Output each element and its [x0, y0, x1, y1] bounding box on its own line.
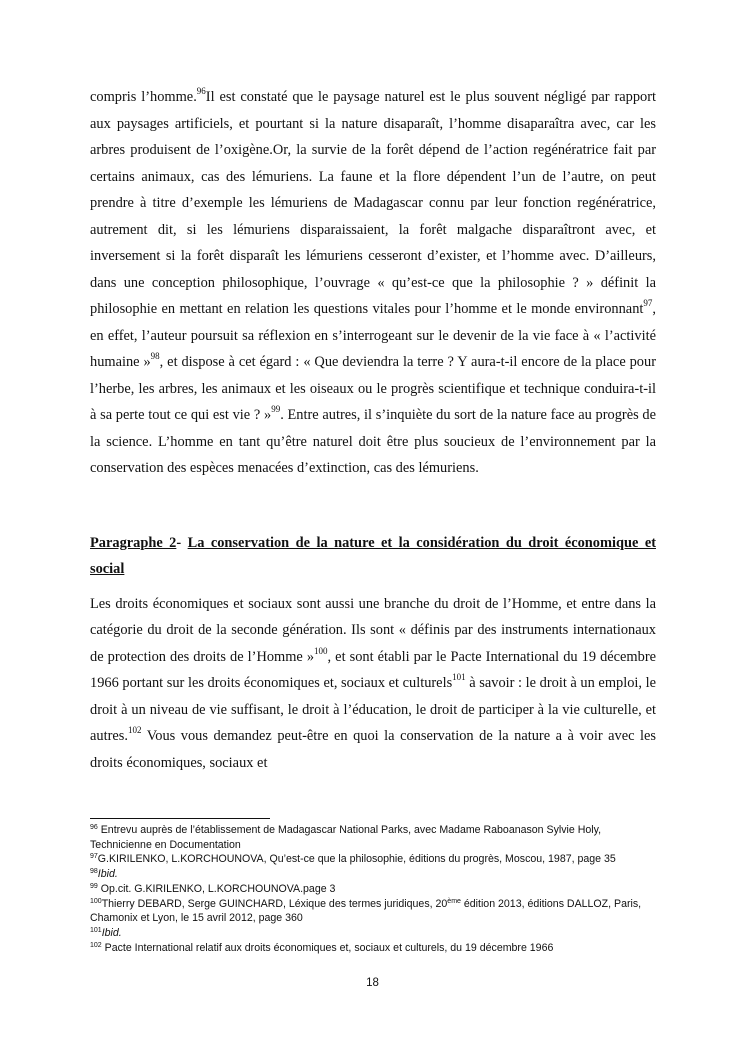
footnote-98 — [90, 867, 656, 882]
footnote-ref-102[interactable]: 102 — [127, 725, 142, 735]
footnote-number: 97 — [90, 853, 98, 861]
footnote-separator — [90, 818, 270, 819]
text-segment: à savoir : le droit à un emploi, le droit à un niveau de vie suffisant, le droit à l’éducation, le droit de participer à la vie culturelle, et autres. — [90, 675, 656, 744]
body-paragraph-2 — [90, 591, 656, 777]
footnote-ref-101[interactable]: 101 — [452, 672, 466, 682]
footnote-number: 96 — [90, 824, 98, 831]
text-segment: , en effet, l’auteur poursuit sa réflexion en s’interrogeant sur le devenir de la vie face à « l’activité humaine » — [90, 301, 656, 370]
heading-label: Paragraphe 2 — [90, 534, 177, 551]
footnote-text: Ibid. — [101, 926, 122, 939]
footnote-text: G.KIRILENKO, L.KORCHOUNOVA, Qu’est-ce que la philosophie, éditions du progrès, Moscou, 1987, page 35 — [97, 853, 616, 866]
heading-title: La conservation de la nature et la considération du droit économique et social — [90, 534, 656, 577]
body-paragraph-1 — [90, 84, 656, 482]
footnote-number: 102 — [90, 941, 102, 949]
footnotes — [90, 823, 656, 955]
section-heading — [90, 530, 656, 583]
footnote-text: Op.cit. G.KIRILENKO, L.KORCHOUNOVA.page 3 — [97, 882, 336, 895]
ordinal-superscript: ème — [447, 897, 461, 905]
footnote-text: Pacte International relatif aux droits économiques et, sociaux et culturels, du 19 décembre 1966 — [101, 941, 554, 954]
footnote-99 — [90, 882, 656, 897]
text-segment: . Entre autres, il s’inquiète du sort de la nature face au progrès de la science. L’homme en tant qu’être naturel doit être plus soucieux de l’environnement par la conservation des espèces menacées d’extinction, cas des lémuriens. — [90, 407, 656, 476]
footnote-text: Thierry DEBARD, Serge GUINCHARD, Léxique des termes juridiques, 20 — [101, 897, 448, 910]
footnote-text: Entrevu auprès de l’établissement de Madagascar National Parks, avec Madame Raboanason Sylvie Holy, Technicienne en Documentation — [90, 824, 602, 851]
text-segment: , et dispose à cet égard : « Que deviendra la terre ? Y aura-t-il encore de la place pour l’herbe, les arbres, les animaux et les oiseaux ou le progrès scientifique et technique conduira-t-il à sa perte tout ce qui est vie ? » — [90, 354, 656, 423]
footnote-number: 100 — [90, 897, 102, 905]
footnote-97 — [90, 852, 656, 867]
footnote-101 — [90, 926, 656, 941]
text-segment: Vous vous demandez peut-être en quoi la conservation de la nature a à voir avec les droits économiques, sociaux et — [90, 728, 656, 771]
footnote-ref-99[interactable]: 99 — [271, 404, 281, 414]
page-number: 18 — [366, 977, 379, 989]
footnote-96 — [90, 823, 656, 852]
footnote-ref-100[interactable]: 100 — [314, 645, 328, 656]
text-segment: Il est constaté que le paysage naturel est le plus souvent négligé par rapport aux paysages artificiels, et pourtant si la nature disaparaît, l’homme disaparaîtra avec, car les arbres produisent de l’oxigène.Or, la survie de la forêt dépend de l’action regénératrice fait par certains animaux, cas des lémuriens. La faune et la flore dépendent l’un de l’autre, on peut prendre à titre d’exemple les lémuriens de Madagascar connu par leur fonction regénératrice, autrement dit, si les lémuriens disparaissaient, la forêt malgache disparaîtront avec, et inversement si la forêt disparaît les lémuriens cesseront d’exister, et l’homme avec. D’ailleurs, dans une conception philosophique, l’ouvrage « qu’est-ce que la philosophie ? » définit la philosophie en mettant en relation les questions vitales pour l’homme et le monde environnant — [90, 89, 656, 317]
footnote-text: édition 2013, éditions DALLOZ, Paris, Chamonix et Lyon, le 15 avril 2012, page 360 — [90, 897, 642, 925]
heading-dash: - — [176, 534, 188, 551]
text-segment: compris l’homme. — [90, 89, 197, 105]
page-body — [90, 84, 656, 776]
footnote-ref-96[interactable]: 96 — [196, 86, 206, 96]
footnote-100 — [90, 897, 656, 926]
footnote-number: 98 — [90, 868, 98, 876]
footnote-ref-97[interactable]: 97 — [643, 298, 653, 308]
footnote-number: 101 — [90, 926, 102, 934]
footnote-number: 99 — [90, 882, 98, 890]
footnote-102 — [90, 941, 656, 956]
footnote-text: Ibid. — [97, 868, 118, 881]
text-segment: Les droits économiques et sociaux sont aussi une branche du droit de l’Homme, et entre dans la catégorie du droit de la seconde génération. Ils sont « définis par des instruments internationaux de protection des droits de l’Homme » — [90, 595, 656, 665]
text-segment: , et sont établi par le Pacte International du 19 décembre 1966 portant sur les droits économiques et, sociaux et culturels — [90, 648, 656, 691]
footnote-ref-98[interactable]: 98 — [150, 351, 160, 361]
